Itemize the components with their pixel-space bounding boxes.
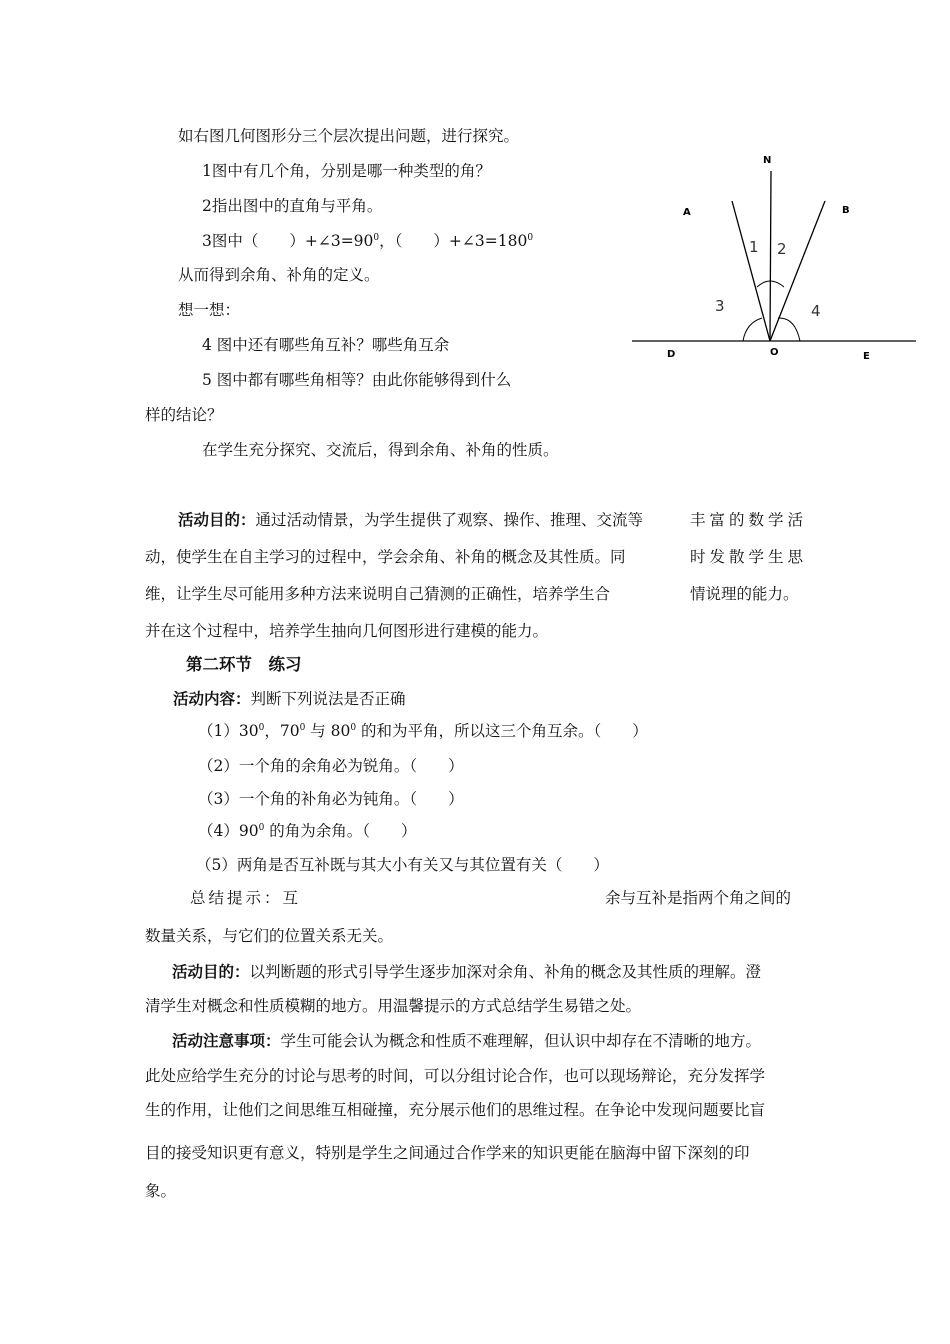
intro-line: 如右图几何图形分三个层次提出问题，进行探究。 bbox=[178, 127, 520, 145]
definition-line: 从而得到余角、补角的定义。 bbox=[178, 266, 380, 284]
conclusion-line: 在学生充分探究、交流后，得到余角、补角的性质。 bbox=[202, 441, 559, 459]
purpose1-right3: 情说理的能力。 bbox=[690, 585, 799, 603]
item-1 bbox=[198, 721, 648, 741]
question-5-line1: 5 图中都有哪些角相等？由此你能够得到什么 bbox=[202, 371, 512, 389]
item1-b: ，70 bbox=[264, 722, 300, 740]
question-3 bbox=[202, 231, 533, 251]
purpose1-label: 活动目的： bbox=[178, 510, 256, 529]
ray-OB bbox=[770, 201, 825, 341]
notes-line5: 象。 bbox=[145, 1182, 177, 1200]
summary-middle: 余与互补是指两个角之间的 bbox=[605, 889, 792, 907]
label-A: A bbox=[683, 207, 691, 218]
label-O: O bbox=[770, 347, 779, 358]
angle-label-2: 2 bbox=[777, 240, 787, 258]
angle-figure bbox=[620, 145, 930, 375]
item4-b: 的角为余角。（ ） bbox=[264, 822, 417, 840]
q3-part-a: 3图中（ ）+∠3=90 bbox=[202, 232, 374, 250]
purpose1-right1: 丰富的数学活 bbox=[690, 511, 808, 529]
item1-deg1: 0 bbox=[258, 723, 265, 733]
notes-line1 bbox=[172, 1031, 761, 1051]
angle-label-3: 3 bbox=[715, 297, 725, 315]
think-heading: 想一想： bbox=[178, 301, 241, 319]
notes-line3: 生的作用，让他们之间思维互相碰撞，充分展示他们的思维过程。在争论中发现问题要比盲 bbox=[145, 1101, 766, 1119]
item-4 bbox=[198, 821, 417, 841]
purpose1-text1: 通过活动情景，为学生提供了观察、操作、推理、交流等 bbox=[255, 511, 644, 529]
section2-heading: 第二环节 练习 bbox=[186, 655, 302, 674]
purpose1-line4: 并在这个过程中，培养学生抽向几何图形进行建模的能力。 bbox=[145, 622, 549, 640]
purpose1-line1 bbox=[178, 510, 643, 530]
angle-arc-3 bbox=[743, 318, 762, 341]
q3-degree-1: 0 bbox=[373, 233, 380, 243]
activity-content bbox=[173, 689, 406, 709]
item1-c: 与 80 bbox=[305, 722, 351, 740]
question-5-line2: 样的结论？ bbox=[145, 406, 223, 424]
content-label: 活动内容： bbox=[173, 689, 251, 708]
item1-deg3: 0 bbox=[350, 723, 357, 733]
label-D: D bbox=[667, 349, 676, 360]
item-2: （2）一个角的余角必为锐角。（ ） bbox=[198, 757, 464, 775]
content-text: 判断下列说法是否正确 bbox=[250, 690, 406, 708]
angle-label-4: 4 bbox=[811, 302, 821, 320]
label-E: E bbox=[863, 351, 870, 362]
purpose2-text1: 以判断题的形式引导学生逐步加深对余角、补角的概念及其性质的理解。澄 bbox=[249, 963, 762, 981]
question-2: 2指出图中的直角与平角。 bbox=[202, 197, 383, 215]
angle-arc-4 bbox=[778, 318, 800, 341]
purpose2-label: 活动目的： bbox=[172, 962, 250, 981]
summary-end: 数量关系，与它们的位置关系无关。 bbox=[145, 927, 394, 945]
label-N: N bbox=[763, 155, 772, 166]
item-3: （3）一个角的补角必为钝角。（ ） bbox=[198, 790, 464, 808]
item1-a: （1）30 bbox=[198, 722, 259, 740]
item1-deg2: 0 bbox=[299, 723, 306, 733]
item4-deg: 0 bbox=[258, 823, 265, 833]
item4-a: （4）90 bbox=[198, 822, 259, 840]
item1-d: 的和为平角，所以这三个角互余。（ ） bbox=[356, 722, 648, 740]
q3-degree-2: 0 bbox=[527, 233, 534, 243]
notes-label: 活动注意事项： bbox=[172, 1031, 281, 1050]
question-4: 4 图中还有哪些角互补？哪些角互余 bbox=[202, 336, 450, 354]
purpose1-line2: 动，使学生在自主学习的过程中，学会余角、补角的概念及其性质。同 bbox=[145, 548, 626, 566]
summary-prefix: 总结提示：互 bbox=[190, 889, 302, 907]
notes-text1: 学生可能会认为概念和性质不难理解，但认识中却存在不清晰的地方。 bbox=[280, 1032, 762, 1050]
purpose2-line1 bbox=[172, 962, 761, 982]
ray-OA bbox=[732, 201, 770, 341]
purpose2-line2: 清学生对概念和性质模糊的地方。用温馨提示的方式总结学生易错之处。 bbox=[145, 997, 642, 1015]
notes-line2: 此处应给学生充分的讨论与思考的时间，可以分组讨论合作，也可以现场辩论，充分发挥学 bbox=[145, 1067, 766, 1085]
ray-ON bbox=[770, 171, 771, 341]
notes-line4: 目的接受知识更有意义，特别是学生之间通过合作学来的知识更能在脑海中留下深刻的印 bbox=[145, 1144, 750, 1162]
purpose1-right2: 时发散学生思 bbox=[690, 548, 808, 566]
item-5: （5）两角是否互补既与其大小有关又与其位置有关（ ） bbox=[196, 856, 609, 874]
angle-label-1: 1 bbox=[749, 238, 759, 256]
question-1: 1图中有几个角，分别是哪一种类型的角？ bbox=[202, 162, 491, 180]
purpose1-line3: 维，让学生尽可能用多种方法来说明自己猜测的正确性，培养学生合 bbox=[145, 585, 611, 603]
label-B: B bbox=[842, 205, 850, 216]
q3-part-b: ，（ ）+∠3=180 bbox=[379, 232, 528, 250]
